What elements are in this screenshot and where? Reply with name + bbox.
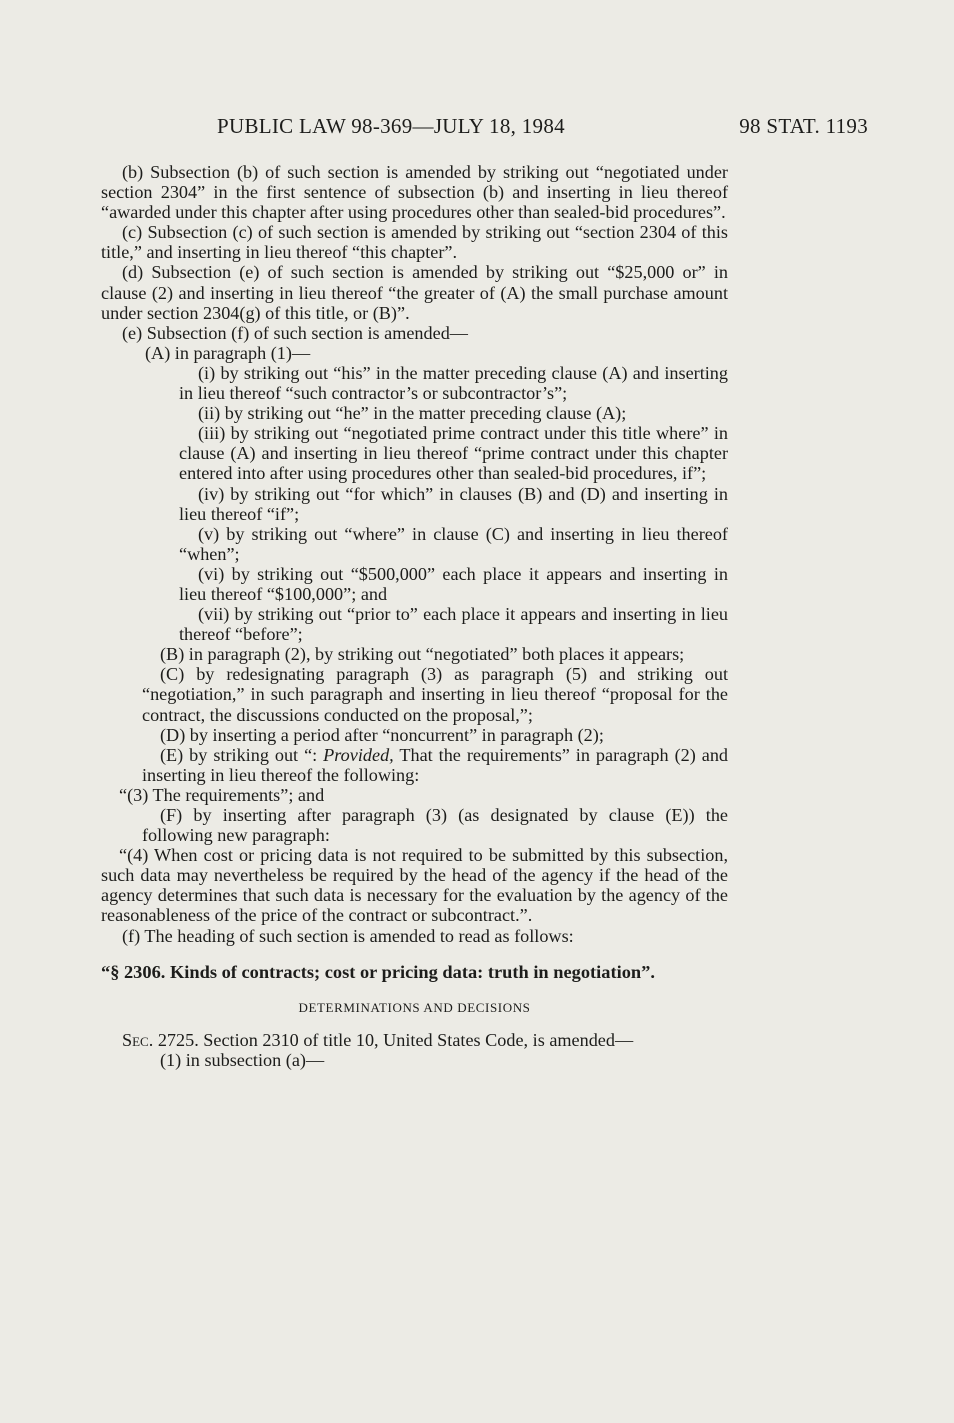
center-heading: DETERMINATIONS AND DECISIONS (298, 999, 531, 1015)
subparagraph: (F) by inserting after paragraph (3) (as designated by clause (E)) the following new paragraph: (142, 805, 728, 846)
subparagraph: (C) by redesignating paragraph (3) as paragraph (5) and striking out “negotiation,” in such paragraph and inserting in lieu thereof “proposal for the contract, the discussions conducted on the proposal,”; (142, 664, 728, 725)
subparagraph-text: (E) by striking out “: (160, 744, 318, 765)
subparagraph: (D) by inserting a period after “noncurrent” in paragraph (2); (160, 724, 604, 745)
section-text: 2725. Section 2310 of title 10, United States Code, is amended— (157, 1029, 634, 1050)
clause: (vi) by striking out “$500,000” each place it appears and inserting in lieu thereof “$100,000”; and (179, 563, 728, 604)
paragraph: (c) Subsection (c) of such section is amended by striking out “section 2304 of this title,” and inserting in lieu thereof “this chapter”. (101, 222, 728, 263)
clause: (v) by striking out “where” in clause (C) and inserting in lieu thereof “when”; (179, 523, 728, 564)
clause: (vii) by striking out “prior to” each place it appears and inserting in lieu thereof “before”; (179, 604, 728, 645)
body-text (101, 162, 728, 1070)
page-header (217, 114, 868, 142)
section-heading: “§ 2306. Kinds of contracts; cost or pricing data: truth in negotiation”. (101, 961, 655, 982)
clause: (i) by striking out “his” in the matter preceding clause (A) and inserting in lieu thereof “such contractor’s or subcontractor’s”; (179, 362, 728, 404)
paragraph: (d) Subsection (e) of such section is amended by striking out “$25,000 or” in clause (2) and inserting in lieu thereof “the greater of (A) the small purchase amount under section 2304(g) of this title, or (B)”. (101, 262, 728, 323)
clause: (iv) by striking out “for which” in clauses (B) and (D) and inserting in lieu thereof “if”; (179, 483, 728, 524)
paragraph: (A) in paragraph (1)— (145, 342, 311, 363)
paragraph: (f) The heading of such section is amended to read as follows: (122, 925, 574, 946)
paragraph: (b) Subsection (b) of such section is amended by striking out “negotiated under section 2304” in the first sentence of subsection (b) and inserting in lieu thereof “awarded under this chapter after using procedures other than sealed-bid procedures”. (101, 162, 728, 223)
section-label: Sec. (122, 1029, 154, 1050)
running-title: PUBLIC LAW 98-369—JULY 18, 1984 (217, 114, 565, 138)
quoted-paragraph: “(4) When cost or pricing data is not required to be submitted by this subsection, such data may nevertheless be required by the head of the agency if the head of the agency determines that such data is necessary for the evaluation by the agency of the reasonableness of the price of the contract or subcontract.”. (101, 845, 728, 926)
statute-page-number: 98 STAT. 1193 (739, 114, 868, 138)
paragraph: (e) Subsection (f) of such section is amended— (122, 322, 468, 343)
quoted-text: “(3) The requirements”; and (119, 784, 325, 805)
proviso-term: Provided, (323, 744, 394, 765)
subparagraph-text: That the requirements” in paragraph (2) and inserting in lieu thereof the following: (142, 744, 729, 785)
subparagraph: (B) in paragraph (2), by striking out “negotiated” both places it appears; (160, 644, 685, 665)
section-paragraph (101, 1030, 728, 1050)
clause: (iii) by striking out “negotiated prime contract under this title where” in clause (A) and inserting in lieu thereof “prime contract under this chapter entered into after using procedures other than sealed-bid procedures, if”; (179, 423, 728, 484)
clause: (ii) by striking out “he” in the matter preceding clause (A); (198, 403, 627, 424)
subparagraph (101, 745, 728, 785)
paragraph: (1) in subsection (a)— (160, 1049, 325, 1070)
